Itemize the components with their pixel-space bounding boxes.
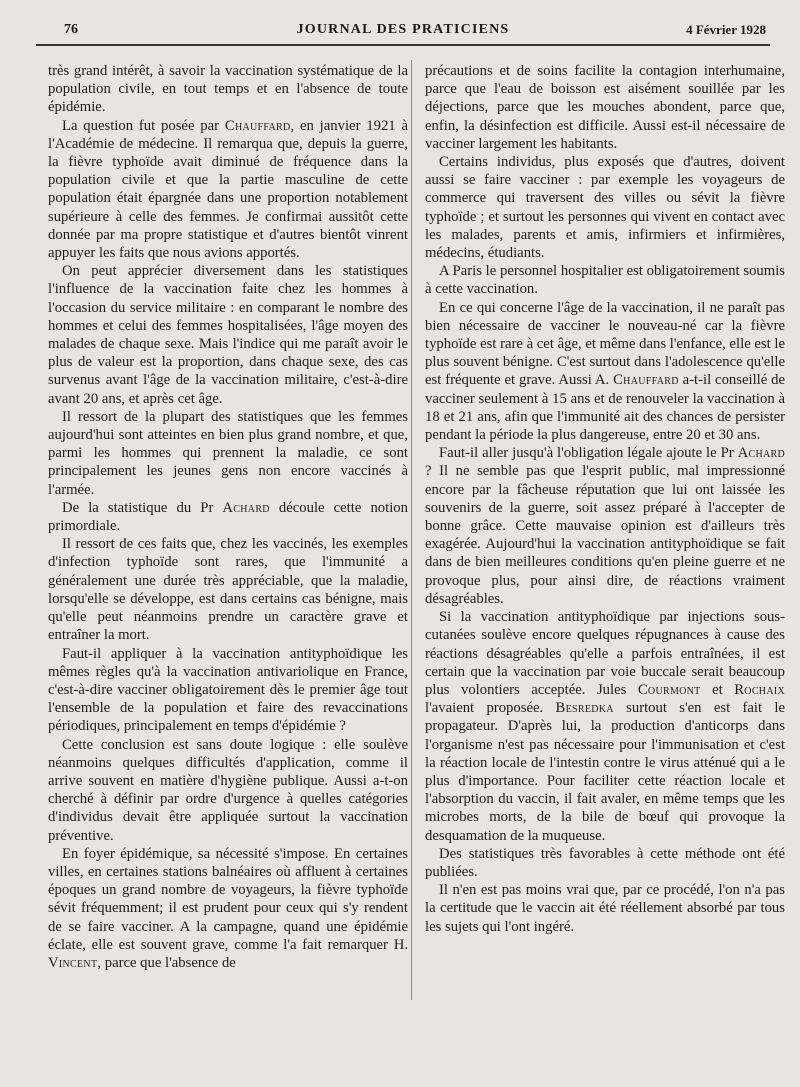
paragraph-text: On peut apprécier diversement dans les statistiques l'influence de la vaccination faite chez les hommes à l'occasion du service militaire : en comparant le nombre des hommes et celui des femmes hospitalisées, l'âge moyen des malades de chaque sexe. Mais l'indice qui me paraît avoir le plus de valeur est la proportion, dans chaque sexe, des cas survenus avant l'âge de la vaccination militaire, c'est-à-dire avant 20 ans, et après cet âge. [48,263,408,407]
paragraph-text: Cette conclusion est sans doute logique : elle soulève néanmoins quelques difficultés d'application, comme il arrive souvent en matière d'hygiène publique. Aussi a-t-on cherché à définir par ordre d'urgence à quelles catégories d'individus devait être appliquée surtout la vaccination préventive. [48,736,408,844]
paragraph [425,262,785,298]
paragraph-text: A Paris le personnel hospitalier est obligatoirement soumis à cette vaccination. [425,263,785,298]
author-name: Rochaix [734,681,785,698]
paragraph-text: ? Il ne semble pas que l'esprit public, mal impressionné encore par la fâcheuse réputation que lui ont laissée les souvenirs de la guerre, soit assez préparé à l'accepter de bonne grâce. Cette mauvaise opinion est d'ailleurs très exagérée. Aujourd'hui la vaccination antityphoïdique se fait dans de bien meilleures conditions qu'en pleine guerre et ne provoque plus, pour ainsi dire, de réactions vraiment désagréables. [425,463,785,607]
issue-date: 4 Février 1928 [686,22,766,37]
column-divider [411,60,412,1000]
paragraph [425,881,785,936]
paragraph [48,845,408,972]
paragraph-text: Il n'en est pas moins vrai que, par ce procédé, l'on n'a pas la certitude que le vaccin ait été réellement absorbé par tous les sujets qui l'ont ingéré. [425,882,785,935]
paragraph [425,299,785,445]
paragraph [48,499,408,535]
paragraph-text: Faut-il appliquer à la vaccination antityphoïdique les mêmes règles qu'à la vaccination antivariolique en France, c'est-à-dire vacciner obligatoirement dès le premier âge tout l'ensemble de la population et faire des revaccinations périodiques, principalement en temps d'épidémie ? [48,645,408,735]
author-name: Chauffard [224,117,291,134]
paragraph [425,845,785,881]
paragraph [48,645,408,736]
paragraph [425,153,785,262]
paragraph-text: l'avaient proposée. [425,700,556,717]
page-header [36,18,770,46]
journal-title: JOURNAL DES PRATICIENS [296,22,510,37]
author-name: Vincent [48,954,98,971]
paragraph-text: Il ressort de ces faits que, chez les vaccinés, les exemples d'infection typhoïde sont rares, que l'immunité a généralement une durée très appréciable, que la maladie, lorsqu'elle se développe, est dans certains cas bénigne, mais qu'elle peut néanmoins prendre un caractère grave et entraîner la mort. [48,536,408,644]
paragraph [425,444,785,608]
author-name: Achard [222,499,270,516]
paragraph [425,608,785,845]
author-name: Courmont [637,681,701,698]
paragraph [48,408,408,499]
paragraph [48,262,408,408]
paragraph-text: De la statistique du Pr [62,499,223,516]
author-name: Achard [737,445,785,462]
paragraph-text: , en janvier 1921 à l'Académie de médecine. Il remarqua que, depuis la guerre, la fièvre typhoïde avait diminué de fréquence dans la population civile et que la partie masculine de cette population était épargnée dans une proportion notablement supérieure à celle des femmes. Je confirmai aussitôt cette donnée par ma propre statistique et d'autres bientôt vinrent appuyer les faits que nous avions apportés. [48,117,408,262]
page-number: 76 [64,22,78,37]
author-name: Chauffard [613,372,679,389]
paragraph [425,62,785,153]
paragraph-text: Des statistiques très favorables à cette méthode ont été publiées. [425,845,785,880]
right-column [425,62,785,936]
paragraph-text: surtout s'en est fait le propagateur. D'après lui, la production d'anticorps dans l'organisme n'est pas nécessaire pour l'immunisation et c'est la réaction locale de l'intestin contre le virus atténué qui a le plus d'importance. Pour faciliter cette réaction locale et l'absorption du vaccin, il fait avaler, en même temps que les microbes morts, de la bile de bœuf qui provoque la desquamation de la muqueuse. [425,700,785,844]
paragraph-text: En ce qui concerne l'âge de la vaccination, il ne paraît pas bien nécessaire de vacciner le nouveau-né car la fièvre typhoïde est rare à cet âge, et même dans l'enfance, elle est le plus souvent bénigne. C'est surtout dans l'adolescence qu'elle est fréquente et grave. Aussi A. [425,299,785,389]
paragraph-text: Certains individus, plus exposés que d'autres, doivent aussi se faire vacciner : par exemple les voyageurs de commerce qui traversent des villes ou sévit la fièvre typhoïde ; et surtout les personnes qui vivent en contact avec les malades, parents et amis, infirmiers et infirmières, médecins, étudiants. [425,154,785,262]
paragraph-text: Si la vaccination antityphoïdique par injections sous-cutanées soulève encore quelques répugnances à cause des réactions désagréables qu'elle a parfois entraînées, il est certain que la vaccination par voie buccale serait beaucoup plus volontiers acceptée. Jules [425,609,785,698]
paragraph-text: , parce que l'absence de [97,954,236,971]
paragraph-text: a-t-il conseillé de vacciner seulement à 15 ans et de renouveler la vaccination à 18 et 21 ans, afin que l'immunité ait des chances de persister pendant la période la plus dangereuse, entre 20 et 30 ans. [425,372,785,444]
paragraph-text: En foyer épidémique, sa nécessité s'impose. En certaines villes, en certaines stations balnéaires où affluent à certaines époques un grand nombre de voyageurs, la fièvre typhoïde sévit fréquemment; il est prudent pour ceux qui s'y rendent de se faire vacciner. A la campagne, quand une épidémie éclate, elle est souvent grave, comme l'a fait remarquer H. [48,845,408,953]
paragraph-text: découle cette notion primordiale. [48,499,408,535]
paragraph [48,117,408,263]
paragraph-text: très grand intérêt, à savoir la vaccination systématique de la population civile, en tout temps et en l'absence de toute épidémie. [48,63,408,116]
paragraph-text: La question fut posée par [62,117,225,134]
paragraph-text: précautions et de soins facilite la contagion interhumaine, parce que l'eau de boisson est aisément souillée par les déjections, parce que les mouches abondent, parce que, enfin, la désinfection est difficile. Aussi est-il nécessaire de vacciner largement les habitants. [425,63,785,152]
paragraph [48,535,408,644]
paragraph-text: Il ressort de la plupart des statistiques que les femmes aujourd'hui sont atteintes en bien plus grand nombre, et que, parmi les hommes qui prennent la maladie, ce sont principalement les jeunes gens non encore vaccinés à l'armée. [48,408,408,498]
paragraph [48,62,408,117]
paragraph-text: et [700,681,735,698]
author-name: Besredka [555,700,614,717]
paragraph-text: Faut-il aller jusqu'à l'obligation légale ajoute le Pr [439,445,738,462]
paragraph [48,736,408,845]
left-column [48,62,408,972]
